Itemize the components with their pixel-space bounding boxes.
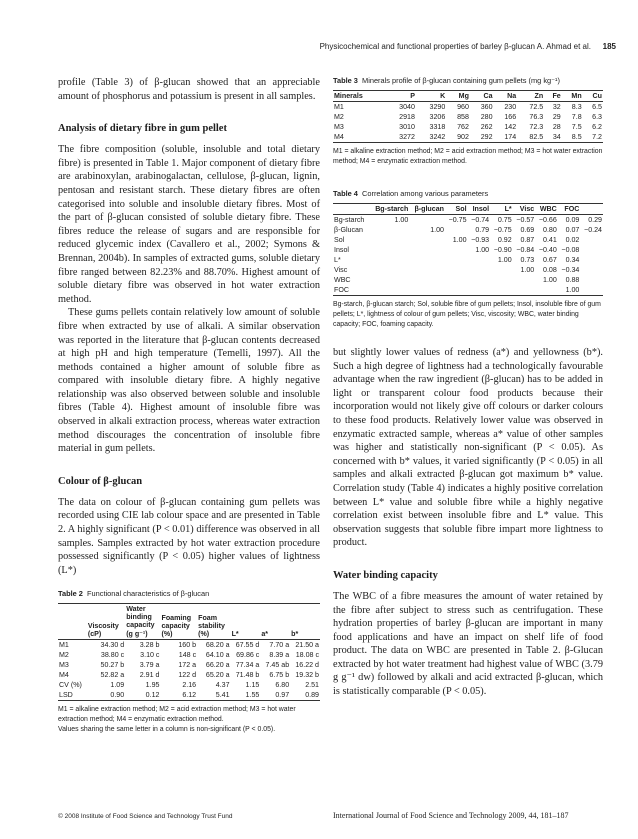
table-4-row-label: WBC bbox=[334, 276, 351, 284]
table-4-header: Bg-starch bbox=[375, 205, 409, 213]
intro-paragraph: profile (Table 3) of β-glucan showed that an appreciable amount of phosphorus and potassium is present in all samples. bbox=[58, 77, 320, 102]
table-4-header: β-glucan bbox=[414, 205, 444, 213]
table-4-row-label: L* bbox=[334, 256, 341, 264]
right-column bbox=[333, 76, 603, 699]
table-3-header: P bbox=[410, 92, 415, 100]
table-4-cell: 0.08 bbox=[543, 266, 557, 274]
table-2-header: a* bbox=[261, 630, 269, 639]
table-4-cell: 0.73 bbox=[520, 256, 535, 264]
table-2-cell: 1.15 bbox=[245, 681, 260, 690]
table-2-cell: 16.22 d bbox=[295, 661, 319, 670]
table-4-row-label: β-Glucan bbox=[334, 226, 363, 234]
table-2-cell: 50.27 b bbox=[100, 661, 125, 670]
table-3-cell: 7.2 bbox=[592, 133, 602, 141]
table-3-cell: 34 bbox=[552, 133, 561, 141]
table-2-header: b* bbox=[291, 630, 299, 639]
table-3-header: Na bbox=[507, 92, 517, 100]
table-3-header: Mg bbox=[458, 92, 469, 100]
table-2-row-label: LSD bbox=[59, 691, 73, 700]
table-4-cell: −0.90 bbox=[493, 246, 512, 254]
table-2-cell: 3.10 c bbox=[140, 651, 160, 660]
table-2-cell: 148 c bbox=[178, 651, 197, 660]
table-3-header: Minerals bbox=[334, 92, 363, 100]
table-3-cell: 3272 bbox=[399, 133, 415, 141]
table-3-row bbox=[333, 122, 603, 132]
table-4-cell bbox=[370, 285, 410, 296]
table-4-cell bbox=[445, 285, 468, 296]
table-3-header: Cu bbox=[592, 92, 602, 100]
colour-paragraph: The data on colour of β-glucan containing gum pellets was recorded using CIE lab colour space and are presented in Table 2. A highly significant (P < 0.01) difference was observed in all samples. Samples extracted by hot water extraction procedure possessed significantly (P < 0.05) higher values of lightness (L*) bbox=[58, 496, 320, 576]
table-3-cell: 7.8 bbox=[571, 113, 582, 121]
table-3-cell: 82.5 bbox=[529, 133, 544, 141]
table-2-note-1: M1 = alkaline extraction method; M2 = acid extraction method; M3 = hot water extraction method; M4 = enzymatic extraction method. bbox=[58, 706, 296, 724]
table-4-cell: 1.00 bbox=[452, 236, 467, 244]
table-2-cell: 34.30 d bbox=[100, 641, 125, 650]
table-2-grid bbox=[58, 603, 320, 701]
table-4-row bbox=[333, 285, 603, 296]
table-4-cell bbox=[468, 275, 491, 285]
table-3-cell: 29 bbox=[552, 113, 561, 121]
table-3-header: K bbox=[440, 92, 446, 100]
table-4-cell bbox=[370, 255, 410, 265]
table-2-row-label: M2 bbox=[59, 651, 69, 660]
table-2-cell: 2.16 bbox=[182, 681, 197, 690]
table-4-cell: 0.88 bbox=[565, 276, 580, 284]
table-2-cell: 6.12 bbox=[182, 691, 197, 700]
table-4 bbox=[333, 189, 603, 330]
table-4-cell: −0.93 bbox=[471, 236, 490, 244]
table-4-row bbox=[333, 225, 603, 235]
table-2-cell: 5.41 bbox=[215, 691, 230, 700]
table-2-cell: 1.95 bbox=[145, 681, 160, 690]
table-2-cell: 2.91 d bbox=[139, 671, 160, 680]
table-2-note-2: Values sharing the same letter in a column is non-significant (P < 0.05). bbox=[58, 726, 276, 734]
table-3-row-label: M2 bbox=[334, 113, 344, 121]
table-3-note: M1 = alkaline extraction method; M2 = acid extraction method; M3 = hot water extraction method; M4 = enzymatic extraction method. bbox=[333, 148, 603, 165]
table-4-cell: 1.00 bbox=[497, 256, 512, 264]
table-3 bbox=[333, 76, 603, 167]
table-2-cell: 172 a bbox=[178, 661, 197, 670]
table-4-cell: 0.75 bbox=[497, 216, 512, 224]
table-3-cell: 3318 bbox=[429, 123, 446, 131]
section-heading-dietary-fibre: Analysis of dietary fibre in gum pellet bbox=[58, 123, 227, 135]
table-4-row bbox=[333, 265, 603, 275]
table-3-cell: 3206 bbox=[429, 113, 446, 121]
table-2-cell: 3.28 b bbox=[139, 641, 160, 650]
copyright-footer: © 2008 Institute of Food Science and Technology Trust Fund bbox=[58, 813, 233, 820]
table-3-cell: 6.5 bbox=[592, 103, 602, 111]
table-4-cell: 0.02 bbox=[565, 236, 580, 244]
table-2-cell: 7.45 ab bbox=[265, 661, 290, 670]
table-2-cell: 66.20 a bbox=[205, 661, 230, 670]
table-4-row bbox=[333, 245, 603, 255]
table-2-cell: 38.80 c bbox=[100, 651, 125, 660]
table-2-row bbox=[58, 670, 320, 680]
table-4-cell: 1.00 bbox=[520, 266, 535, 274]
table-2-row bbox=[58, 640, 320, 651]
table-3-cell: 166 bbox=[504, 113, 517, 121]
table-2-cell: 64.10 a bbox=[205, 651, 230, 660]
table-3-cell: 6.3 bbox=[592, 113, 602, 121]
table-2-cell: 52.82 a bbox=[100, 671, 125, 680]
table-4-cell bbox=[580, 255, 603, 265]
table-4-cell bbox=[409, 245, 445, 255]
table-4-cell bbox=[580, 245, 603, 255]
table-4-cell: 0.92 bbox=[497, 236, 512, 244]
table-4-cell: 0.80 bbox=[543, 226, 557, 234]
table-4-cell bbox=[445, 265, 468, 275]
table-4-cell bbox=[490, 275, 513, 285]
table-4-note: Bg-starch, β-glucan starch; Sol, soluble fibre of gum pellets; Insol, insoluble fibre of gum pellets; L*, lightness of colour of gum pellets; Visc, viscosity; WBC, water binding capacity; FOC, foaming capacity. bbox=[333, 301, 601, 328]
table-4-cell: 1.00 bbox=[565, 286, 580, 294]
table-4-cell bbox=[513, 285, 536, 296]
table-2-row bbox=[58, 660, 320, 670]
table-3-cell: 960 bbox=[457, 103, 469, 111]
table-4-cell bbox=[409, 215, 445, 226]
table-4-header: WBC bbox=[539, 205, 557, 213]
table-3-cell: 8.3 bbox=[571, 103, 582, 111]
table-2-cell: 68.20 a bbox=[205, 641, 230, 650]
table-4-cell: −0.57 bbox=[516, 216, 535, 224]
table-4-cell: 1.00 bbox=[430, 226, 444, 234]
table-4-cell bbox=[409, 285, 445, 296]
table-2-cell: 3.79 a bbox=[139, 661, 160, 670]
table-3-grid bbox=[333, 90, 603, 143]
table-4-cell: 0.34 bbox=[565, 256, 580, 264]
table-4-header: Sol bbox=[455, 205, 467, 213]
table-4-cell: −0.40 bbox=[538, 246, 557, 254]
table-4-row bbox=[333, 275, 603, 285]
table-4-cell bbox=[580, 235, 603, 245]
table-3-row bbox=[333, 102, 603, 113]
table-4-cell: 1.00 bbox=[394, 216, 409, 224]
table-2-cell: 1.55 bbox=[245, 691, 260, 700]
table-3-cell: 292 bbox=[480, 133, 493, 141]
table-4-row bbox=[333, 235, 603, 245]
table-4-cell: 0.09 bbox=[565, 216, 580, 224]
table-2 bbox=[58, 589, 320, 735]
table-2-cell: 2.51 bbox=[305, 681, 319, 690]
table-4-cell bbox=[445, 255, 468, 265]
table-3-cell: 32 bbox=[552, 103, 561, 111]
table-2-cell: 7.70 a bbox=[269, 641, 290, 650]
table-2-cell: 6.75 b bbox=[269, 671, 290, 680]
table-4-cell bbox=[409, 275, 445, 285]
dietary-fibre-paragraph-2: These gums pellets contain relatively low amount of soluble fibre when extracted by use of alkali. A similar observation was reported in the literature that β-glucan contents decreased at high pH and high temperature (Temelli, 1997). All the methods contained a higher amount of soluble fibre as compared with insoluble dietary fibre. A highly negative relationship was also observed between soluble and insoluble fibres (Table 4). Highest amount of insoluble fibre was observed in alkali extraction process, whereas water extraction method discourages the concentration of insoluble fibre material in gum pellets. bbox=[58, 307, 320, 455]
table-3-header: Zn bbox=[534, 92, 544, 100]
table-4-cell bbox=[580, 285, 603, 296]
table-2-row-label: M1 bbox=[59, 641, 69, 650]
table-4-cell bbox=[468, 255, 491, 265]
table-3-header: Ca bbox=[483, 92, 493, 100]
table-4-row-label: FOC bbox=[334, 286, 349, 294]
table-4-cell: 0.87 bbox=[520, 236, 535, 244]
table-2-cell: 0.97 bbox=[275, 691, 290, 700]
table-2-cell: 0.89 bbox=[305, 691, 319, 700]
table-2-cell: 19.32 b bbox=[295, 671, 319, 680]
table-4-cell: −0.75 bbox=[448, 216, 467, 224]
table-2-row bbox=[58, 690, 320, 701]
table-2-row-label: M4 bbox=[59, 671, 69, 680]
table-3-cell: 3290 bbox=[429, 103, 446, 111]
table-3-cell: 3242 bbox=[429, 133, 446, 141]
table-3-row-label: M4 bbox=[334, 133, 344, 141]
table-4-cell bbox=[445, 275, 468, 285]
table-4-header: Visc bbox=[519, 205, 535, 213]
table-3-row bbox=[333, 132, 603, 143]
table-3-cell: 76.3 bbox=[529, 113, 544, 121]
table-2-cell: 4.37 bbox=[215, 681, 230, 690]
table-3-cell: 2918 bbox=[399, 113, 415, 121]
table-3-cell: 762 bbox=[457, 123, 469, 131]
table-2-cell: 0.90 bbox=[110, 691, 125, 700]
table-4-grid bbox=[333, 203, 603, 296]
table-4-header: FOC bbox=[564, 205, 580, 213]
left-column bbox=[58, 76, 320, 735]
table-4-cell bbox=[409, 265, 445, 275]
colour-continued-paragraph: but slightly lower values of redness (a*) and yellowness (b*). Such a high degree of lightness had a technologically favourable advantage when the raw ingredient (β-glucan) has to be added in light or transparent colour food products because their incorporation would not likely give off colours or darker colours to these food products. Relatively lower value was observed in enzymatic extracted sample, whereas a* value of other samples was higher and statistically non-significant (P < 0.05). As concerned with b* values, it varied significantly (P < 0.05) in all samples and alkali extracted β-glucan got maximum b* value. Correlation study (Table 4) indicates a highly positive correlation between L* value and soluble fibre while a highly negative correlation exist between insoluble fibre and L* value. This observation suggests that soluble fibre impart more lightness to product. bbox=[333, 347, 603, 549]
table-2-header: L* bbox=[231, 630, 239, 639]
table-2-cell: 71.48 b bbox=[235, 671, 260, 680]
table-4-cell bbox=[535, 285, 558, 296]
table-2-header: Viscosity (cP) bbox=[87, 622, 119, 639]
table-4-cell bbox=[370, 225, 410, 235]
table-4-header: L* bbox=[504, 205, 512, 213]
table-2-cell: 6.80 bbox=[275, 681, 290, 690]
table-2-header: Water binding capacity (g g⁻¹) bbox=[126, 605, 155, 639]
table-4-row bbox=[333, 255, 603, 265]
table-4-cell: −0.24 bbox=[584, 226, 602, 234]
table-3-cell: 3040 bbox=[399, 103, 415, 111]
table-2-cell: 122 d bbox=[178, 671, 197, 680]
table-4-cell bbox=[370, 265, 410, 275]
table-4-cell: 0.07 bbox=[565, 226, 580, 234]
running-title: Physicochemical and functional properties of barley β-glucan A. Ahmad et al. bbox=[319, 42, 591, 51]
table-4-cell: −0.34 bbox=[561, 266, 580, 274]
table-4-cell: 0.79 bbox=[475, 226, 490, 234]
table-4-cell bbox=[445, 245, 468, 255]
table-4-row-label: Visc bbox=[334, 266, 348, 274]
table-4-cell bbox=[468, 265, 491, 275]
table-3-cell: 858 bbox=[457, 113, 469, 121]
table-2-header: Foam stability (%) bbox=[198, 614, 225, 639]
table-3-cell: 360 bbox=[480, 103, 493, 111]
table-3-row bbox=[333, 112, 603, 122]
table-4-cell: 0.41 bbox=[543, 236, 557, 244]
table-2-row-label: M3 bbox=[59, 661, 69, 670]
table-2-cell: 8.39 a bbox=[269, 651, 290, 660]
table-4-cell: 0.67 bbox=[543, 256, 557, 264]
table-3-cell: 902 bbox=[457, 133, 469, 141]
table-2-cell: 18.08 c bbox=[295, 651, 319, 660]
table-4-cell bbox=[490, 285, 513, 296]
table-3-header: Fe bbox=[552, 92, 561, 100]
table-4-row-label: Insol bbox=[334, 246, 349, 254]
table-4-caption: Table 4 Correlation among various parameters bbox=[333, 189, 489, 198]
table-4-cell bbox=[370, 275, 410, 285]
table-3-row-label: M3 bbox=[334, 123, 344, 131]
table-2-header: Foaming capacity (%) bbox=[161, 614, 192, 639]
table-3-cell: 280 bbox=[480, 113, 493, 121]
table-4-row-label: Sol bbox=[334, 236, 345, 244]
table-4-header bbox=[333, 204, 370, 215]
wbc-paragraph: The WBC of a fibre measures the amount of water retained by the fibre after subject to stress such as centrifugation. These hydration properties of barley β-glucan are important in many food applications and have an impact on shelf life of food product. The data on WBC are presented in Table 2. β-Glucan extracted by hot water treatment had highest value of WBC (3.79 g g⁻¹ dw) followed by alkali and acid extracted β-glucan, which is statistically comparable (P < 0.05). bbox=[333, 590, 603, 698]
table-2-cell: 77.34 a bbox=[235, 661, 260, 670]
table-4-cell: −0.66 bbox=[538, 216, 557, 224]
table-3-cell: 262 bbox=[480, 123, 493, 131]
table-4-cell: 1.00 bbox=[475, 246, 490, 254]
table-4-row-label: Bg-starch bbox=[334, 216, 365, 224]
table-3-row-label: M1 bbox=[334, 103, 344, 111]
table-4-cell: −0.08 bbox=[561, 246, 580, 254]
table-4-cell bbox=[409, 235, 445, 245]
section-heading-colour: Colour of β-glucan bbox=[58, 475, 143, 487]
table-4-cell bbox=[445, 225, 468, 235]
table-4-cell bbox=[409, 255, 445, 265]
table-4-row bbox=[333, 215, 603, 226]
table-3-caption: Table 3 Minerals profile of β-glucan containing gum pellets (mg kg⁻¹) bbox=[333, 76, 560, 85]
table-2-row bbox=[58, 680, 320, 690]
table-3-cell: 3010 bbox=[399, 123, 415, 131]
table-2-cell: 160 b bbox=[178, 641, 197, 650]
table-2-cell: 21.50 a bbox=[295, 641, 319, 650]
table-3-cell: 6.2 bbox=[592, 123, 602, 131]
table-2-cell: 1.09 bbox=[110, 681, 125, 690]
journal-footer: International Journal of Food Science and Technology 2009, 44, 181–187 bbox=[333, 811, 569, 820]
table-2-caption: Table 2 Functional characteristics of β-glucan bbox=[58, 589, 210, 599]
table-2-cell: 69.86 c bbox=[236, 651, 260, 660]
table-3-cell: 174 bbox=[504, 133, 517, 141]
table-4-cell: 1.00 bbox=[543, 276, 557, 284]
table-2-row bbox=[58, 650, 320, 660]
table-4-cell bbox=[370, 245, 410, 255]
table-2-cell: 65.20 a bbox=[205, 671, 230, 680]
table-3-cell: 142 bbox=[504, 123, 517, 131]
table-4-cell bbox=[490, 265, 513, 275]
table-4-cell: 0.69 bbox=[520, 226, 535, 234]
table-3-cell: 72.3 bbox=[529, 123, 544, 131]
table-2-cell: 0.12 bbox=[145, 691, 160, 700]
table-4-cell bbox=[513, 275, 536, 285]
table-4-cell: 0.29 bbox=[588, 216, 602, 224]
table-4-cell bbox=[580, 265, 603, 275]
table-2-cell: 67.55 d bbox=[235, 641, 260, 650]
table-4-cell: −0.84 bbox=[516, 246, 535, 254]
table-3-cell: 28 bbox=[552, 123, 561, 131]
table-3-cell: 7.5 bbox=[571, 123, 582, 131]
table-4-header: Insol bbox=[472, 205, 490, 213]
page-number: 185 bbox=[602, 42, 616, 51]
table-3-header: Mn bbox=[571, 92, 582, 100]
table-4-cell bbox=[370, 235, 410, 245]
section-heading-wbc: Water binding capacity bbox=[333, 569, 438, 581]
table-3-cell: 230 bbox=[504, 103, 517, 111]
table-4-cell bbox=[468, 285, 491, 296]
table-3-cell: 8.5 bbox=[571, 133, 582, 141]
table-4-cell bbox=[580, 275, 603, 285]
table-4-cell: −0.75 bbox=[493, 226, 512, 234]
table-3-cell: 72.5 bbox=[529, 103, 544, 111]
table-4-cell: −0.74 bbox=[471, 216, 490, 224]
dietary-fibre-paragraph-1: The fibre composition (soluble, insoluble and total dietary fibre) is presented in Table 1. Major component of dietary fibre are arabinoxylan, arabinogalactan, cellulose, β-glucan, lignin, pentosan and resistant starch. These dietary fibres are often categorised into soluble and insoluble dietary fibres. Most of the part of β-glucan consisted of soluble dietary fibre. These fibres reduce the release of sugars and are responsible for reduced glycemic index (Cavallero et al., 2002; Symons & Brennan, 2004b). In samples of extracted gums, soluble dietary fibre ranged between 82.23% and 88.70%. Highest amount of soluble dietary fibre was observed in hot water extraction method. bbox=[58, 144, 320, 305]
table-2-row-label: CV (%) bbox=[59, 681, 82, 690]
